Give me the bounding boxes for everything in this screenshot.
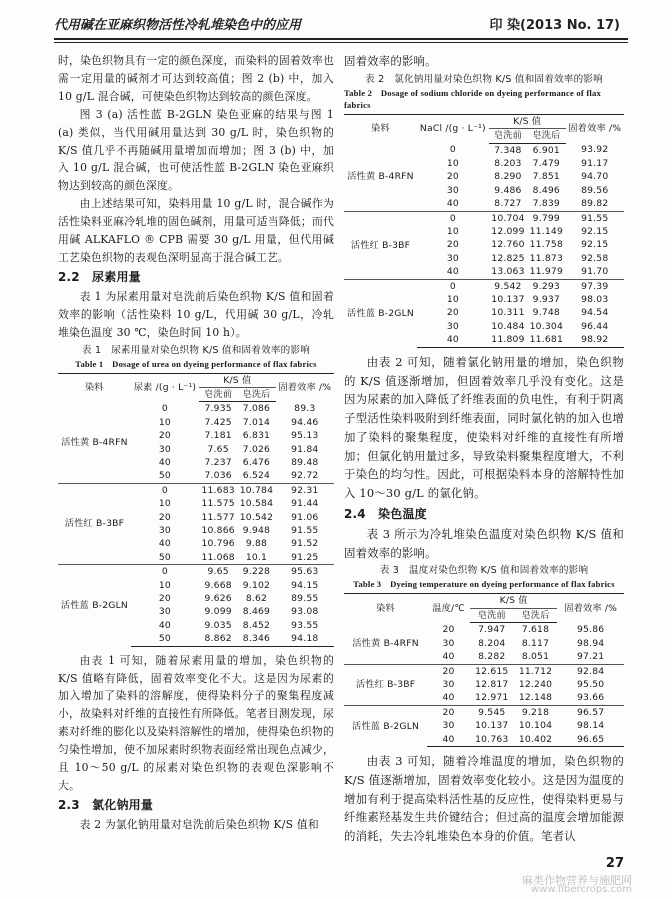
table-cell: 89.48 [291, 456, 319, 468]
col-header-ks: K/S 值 [199, 373, 276, 387]
table-cell: 94.54 [581, 307, 609, 319]
table-cell: 40 [446, 266, 459, 278]
col-header-after: 皂洗后 [514, 608, 558, 622]
dye-name-cell: 活性蓝 B-2GLN [58, 565, 131, 646]
dye-name-cell: 活性黄 B-4RFN [347, 171, 414, 183]
table-cell: 40 [427, 733, 470, 747]
table-row [344, 211, 624, 225]
table-cell: 94.18 [276, 632, 334, 646]
section-heading-2-3: 2.3 氯化钠用量 [58, 797, 154, 812]
table-cell: 9.035 [204, 619, 232, 631]
table-cell: 11.873 [529, 252, 563, 264]
table-cell: 94.70 [581, 171, 609, 183]
table-cell: 11.809 [489, 333, 527, 347]
table-cell: 12.615 [470, 664, 514, 678]
table-cell: 12.817 [475, 678, 509, 690]
paragraph: 由表 3 可知，随着冷堆温度的增加，染色织物的 K/S 值逐渐增加，固着效率变化较小。这是因为温度的增加有利于提高染料活性基的反应性，使得染料更易与纤维素羟基发生共价键结合；但过高的温度会增加能源的消耗，失去冷轧堆染色本身的价值。笔者认 [344, 753, 624, 844]
table-cell: 6.524 [242, 470, 271, 482]
table-cell: 7.026 [242, 443, 271, 455]
table-cell: 6.831 [242, 430, 271, 442]
table-cell: 7.086 [242, 403, 271, 415]
table-cell: 8.204 [478, 637, 506, 649]
table-cell: 8.282 [478, 651, 506, 663]
table-cell: 50 [158, 470, 171, 482]
table-cell: 7.947 [478, 624, 506, 636]
table-cell: 12.971 [475, 692, 509, 704]
table-cell: 0 [417, 211, 489, 225]
table-cell: 9.748 [532, 307, 560, 319]
table-cell: 98.94 [577, 637, 605, 649]
table-cell: 10 [158, 579, 171, 591]
table-cell: 11.149 [529, 226, 563, 238]
table-cell: 9.65 [199, 565, 237, 579]
table-row [58, 483, 334, 497]
running-header [0, 0, 672, 46]
table-cell: 10.137 [475, 720, 509, 732]
table-cell: 94.15 [291, 579, 319, 591]
table-cell: 10 [446, 226, 459, 238]
table-cell: 12.760 [491, 239, 525, 251]
table-cell: 40 [158, 619, 171, 631]
table-cell: 96.44 [581, 320, 609, 332]
table-cell: 8.051 [521, 651, 550, 663]
table-cell: 40 [442, 692, 455, 704]
table-cell: 92.31 [276, 483, 334, 497]
table-cell: 9.88 [245, 538, 268, 550]
table-cell: 10.402 [514, 733, 558, 747]
col-header-fix: 固着效率 /% [557, 594, 624, 623]
paragraph: 表 1 为尿素用量对皂洗前后染色织物 K/S 值和固着效率的影响（活性染料 10 g/L，代用碱 30 g/L，冷轧堆染色温度 30 ℃，染色时间 10 h）。 [58, 289, 334, 339]
header-rule [54, 38, 628, 40]
page-number: 27 [605, 856, 624, 871]
table-cell: 8.117 [521, 637, 550, 649]
table-cell: 30 [446, 184, 459, 196]
watermark-url: www.fibercrops.com [530, 884, 632, 895]
table-cell: 0 [161, 403, 168, 415]
table-cell: 91.55 [291, 524, 319, 536]
paragraph: 由表 2 可知，随着氯化钠用量的增加，染色织物的 K/S 值逐渐增加，但固着效率几乎没有变化。这是因为尿素的加入降低了纤维表面的负电性，有利于阴离子型活性染料吸附到纤维表面，同时氯化钠的加入也增加了染料的聚集程度，使染料对纤维的直接性有所增加；但氯化钠用量过多，导致染料聚集程度增大，不利于染色的均匀性。因此，可根据染料本身的溶解特性加入 10～30 g/L 的氯化钠。 [344, 354, 624, 501]
col-header-dye: 染料 [58, 373, 131, 402]
col-header-temp: 温度/℃ [427, 594, 470, 623]
table-cell: 93.66 [577, 692, 605, 704]
col-header-fix: 固着效率 /% [566, 114, 625, 143]
table-cell: 50 [131, 632, 199, 646]
table-cell: 9.937 [532, 294, 560, 306]
table-cell: 30 [442, 678, 455, 690]
table-cell: 91.84 [291, 443, 319, 455]
table-cell: 10 [446, 158, 459, 170]
table-cell: 20 [158, 593, 171, 604]
table-cell: 0 [417, 279, 489, 293]
paragraph: 时，染色织物具有一定的颜色深度，而染料的固着效率也需一定用量的碱剂才可达到较高值；图 2 (b) 中，加入 10 g/L 混合碱，可使染色织物达到较高的颜色深度。 [58, 54, 334, 103]
table-cell: 7.348 [494, 144, 522, 156]
table-cell: 9.293 [527, 279, 565, 293]
table-cell: 7.237 [204, 456, 232, 468]
table-cell: 20 [427, 664, 470, 678]
table-cell: 95.63 [276, 565, 334, 579]
table-row [344, 279, 624, 293]
table-cell: 93.92 [581, 144, 609, 156]
table-cell: 0 [131, 483, 199, 497]
table-cell: 20 [158, 430, 171, 442]
table-cell: 7.65 [207, 443, 229, 455]
running-title: 代用碱在亚麻织物活性冷轧堆染色中的应用 [54, 18, 302, 33]
table-row [344, 664, 624, 678]
table-cell: 91.25 [291, 551, 319, 563]
table-cell: 10.584 [239, 498, 274, 510]
col-header-dye: 染料 [344, 114, 417, 143]
table-cell: 8.346 [237, 632, 275, 646]
table-cell: 8.290 [494, 171, 522, 183]
table-cell: 8.62 [245, 593, 268, 604]
right-column [344, 52, 624, 846]
table-cell: 95.86 [577, 624, 605, 636]
table-cell: 95.13 [291, 430, 319, 442]
dye-name-cell: 活性红 B-3BF [58, 483, 131, 564]
table-3-caption-cn: 表 3 温度对染色织物 K/S 值和固着效率的影响 [379, 565, 589, 577]
dye-name-cell: 活性红 B-3BF [344, 664, 427, 705]
paragraph: 图 3 (a) 活性蓝 B-2GLN 染色亚麻的结果与图 1 (a) 类似，当代用碱用量达到 30 g/L 时，染色织物的 K/S 值几乎不再随碱用量增加而增加；图 3 (b) 中，加入 10 g/L 混合碱，也可使活性蓝 B-2GLN 染色亚麻织物达到较高的颜色深度。 [58, 107, 334, 193]
table-cell: 91.06 [291, 511, 319, 523]
table-2-caption-cn: 表 2 氯化钠用量对染色织物 K/S 值和固着效率的影响 [365, 73, 603, 85]
paragraph: 由表 1 可知，随着尿素用量的增加，染色织物的 K/S 值略有降低，固着效率变化不大。这是因为尿素的加入增加了染料的溶解度，使得染料分子的聚集程度减小，故染料对纤维的直接性有所降低。笔者目测发现，尿素对纤维的膨化以及染料溶解性的增加，使得染色织物的匀染性增加，使不加尿素时织物表面经常出现色点减少，且 10～50 g/L 的尿素对染色织物的表观色深影响不大。 [58, 653, 334, 792]
col-header-ks: K/S 值 [470, 594, 557, 608]
table-cell: 8.203 [494, 158, 522, 170]
table-cell: 7.036 [204, 470, 232, 482]
table-cell: 7.851 [532, 171, 560, 183]
table-cell: 9.099 [204, 606, 232, 618]
table-cell: 6.901 [532, 144, 560, 156]
table-cell: 98.03 [581, 294, 609, 306]
table-cell: 92.15 [581, 239, 609, 251]
dye-name-cell: 活性黄 B-4RFN [352, 637, 419, 649]
table-cell: 20 [158, 511, 171, 523]
col-header-urea: 尿素 /(g · L⁻¹) [131, 373, 199, 402]
table-cell: 10.484 [491, 320, 525, 332]
table-cell: 10.104 [518, 720, 553, 732]
table-cell: 20 [427, 705, 470, 719]
table-cell: 11.575 [201, 498, 235, 510]
table-1 [58, 373, 334, 647]
col-header-nacl: NaCl /(g · L⁻¹) [417, 114, 489, 143]
table-cell: 20 [446, 239, 459, 251]
table-cell: 40 [417, 333, 489, 347]
table-cell: 7.479 [532, 158, 560, 170]
paragraph: 表 3 所示为冷轧堆染色温度对染色织物 K/S 值和固着效率的影响。 [344, 526, 624, 560]
table-cell: 40 [442, 651, 455, 663]
table-cell: 11.979 [529, 266, 563, 278]
table-cell: 8.469 [242, 606, 271, 618]
table-cell: 11.683 [199, 483, 237, 497]
table-cell: 9.799 [527, 211, 565, 225]
table-cell: 40 [158, 456, 171, 468]
table-cell: 12.240 [518, 678, 553, 690]
table-cell: 91.17 [581, 158, 609, 170]
table-cell: 11.068 [201, 551, 235, 563]
table-cell: 8.452 [242, 619, 271, 631]
table-cell: 12.825 [491, 252, 525, 264]
table-cell: 30 [158, 524, 171, 536]
table-cell: 10.796 [201, 538, 235, 550]
section-heading-2-2: 2.2 尿素用量 [58, 269, 141, 284]
table-cell: 9.486 [494, 184, 522, 196]
col-header-before: 皂洗前 [489, 129, 527, 143]
table-cell: 9.626 [204, 593, 232, 604]
journal-issue: 印 染(2013 No. 17) [489, 18, 620, 33]
table-cell: 9.545 [470, 705, 514, 719]
col-header-fix: 固着效率 /% [276, 373, 334, 402]
table-cell: 7.839 [532, 198, 560, 210]
table-cell: 7.181 [204, 430, 232, 442]
paragraph: 固着效率的影响。 [344, 54, 437, 68]
table-cell: 89.55 [291, 593, 319, 604]
dye-name-cell: 活性蓝 B-2GLN [344, 279, 417, 347]
dye-name-cell: 活性黄 B-4RFN [61, 436, 128, 448]
table-3 [344, 593, 624, 746]
table-cell: 96.57 [557, 705, 624, 719]
table-cell: 91.70 [581, 266, 609, 278]
table-cell: 10.311 [491, 307, 525, 319]
col-header-ks: K/S 值 [489, 114, 566, 128]
table-cell: 96.65 [557, 733, 624, 747]
table-cell: 30 [446, 252, 459, 264]
table-cell: 89.3 [294, 403, 316, 415]
table-cell: 93.08 [291, 606, 319, 618]
table-cell: 10.704 [489, 211, 527, 225]
table-cell: 10.866 [201, 524, 235, 536]
table-2 [344, 114, 624, 348]
table-cell: 10.784 [237, 483, 275, 497]
table-cell: 10 [158, 498, 171, 510]
table-cell: 0 [131, 565, 199, 579]
table-cell: 11.758 [529, 239, 563, 251]
table-cell: 12.148 [518, 692, 553, 704]
table-cell: 9.668 [204, 579, 232, 591]
col-header-before: 皂洗前 [470, 608, 514, 622]
table-cell: 9.218 [514, 705, 558, 719]
table-cell: 30 [442, 720, 455, 732]
table-cell: 30 [442, 637, 455, 649]
table-cell: 7.425 [204, 416, 232, 428]
table-cell: 9.948 [242, 524, 271, 536]
table-cell: 10 [446, 294, 459, 306]
table-cell: 97.21 [577, 651, 605, 663]
table-cell: 10.542 [239, 511, 274, 523]
table-cell: 40 [158, 538, 171, 550]
col-header-after: 皂洗后 [237, 387, 275, 401]
table-cell: 8.862 [199, 632, 237, 646]
table-cell: 50 [158, 551, 171, 563]
table-cell: 10 [158, 416, 171, 428]
left-column [58, 52, 334, 834]
table-cell: 10.304 [529, 320, 563, 332]
table-cell: 7.935 [204, 403, 232, 415]
table-cell: 98.14 [577, 720, 605, 732]
table-cell: 8.496 [532, 184, 560, 196]
table-cell: 11.712 [514, 664, 558, 678]
table-row [58, 402, 334, 416]
table-2-caption-en: Table 2 Dosage of sodium chloride on dyeing performance of flax fabrics [344, 87, 601, 110]
table-cell: 92.72 [291, 470, 319, 482]
table-cell: 12.099 [491, 226, 525, 238]
table-cell: 91.44 [291, 498, 319, 510]
table-cell: 10.137 [491, 294, 525, 306]
table-cell: 92.84 [557, 664, 624, 678]
table-cell: 7.014 [242, 416, 271, 428]
table-cell: 89.56 [581, 184, 609, 196]
table-row [58, 565, 334, 579]
table-1-caption-cn: 表 1 尿素用量对染色织物 K/S 值和固着效率的影响 [81, 344, 311, 356]
table-cell: 0 [449, 144, 456, 156]
table-3-caption-en: Table 3 Dyeing temperature on dyeing performance of flax fabrics [353, 579, 615, 590]
table-cell: 9.228 [237, 565, 275, 579]
col-header-before: 皂洗前 [199, 387, 237, 401]
table-cell: 9.542 [489, 279, 527, 293]
table-cell: 91.55 [566, 211, 625, 225]
table-cell: 8.727 [494, 198, 522, 210]
table-cell: 10.763 [470, 733, 514, 747]
table-cell: 95.50 [577, 678, 605, 690]
paragraph: 表 2 为氯化钠用量对皂洗前后染色织物 K/S 值和 [79, 817, 319, 831]
watermark-text: 麻类作物营养与施肥网 [522, 874, 632, 887]
table-cell: 94.46 [291, 416, 319, 428]
col-header-dye: 染料 [344, 594, 427, 623]
table-cell: 92.58 [581, 252, 609, 264]
table-cell: 11.681 [527, 333, 565, 347]
table-row [344, 143, 624, 157]
table-cell: 11.577 [201, 511, 235, 523]
table-cell: 91.52 [291, 538, 319, 550]
dye-name-cell: 活性蓝 B-2GLN [344, 705, 427, 746]
table-cell: 92.15 [581, 226, 609, 238]
table-cell: 30 [446, 320, 459, 332]
table-cell: 10.1 [245, 551, 268, 563]
table-cell: 7.618 [521, 624, 550, 636]
col-header-after: 皂洗后 [527, 129, 565, 143]
table-cell: 40 [446, 198, 459, 210]
table-cell: 98.92 [566, 333, 625, 347]
table-cell: 13.063 [491, 266, 525, 278]
table-cell: 30 [158, 443, 171, 455]
header-rule-thin [54, 42, 628, 43]
table-cell: 89.82 [581, 198, 609, 210]
table-row [344, 623, 624, 637]
table-cell: 97.39 [566, 279, 625, 293]
dye-name-cell: 活性红 B-3BF [344, 211, 417, 279]
paragraph: 由上述结果可知，染料用量 10 g/L 时，混合碱作为活性染料亚麻冷轧堆的固色碱剂，用量可适当降低；而代用碱 ALKAFLO ® CPB 需要 30 g/L 用量，但代用碱工艺染色织物的表观色深明显高于混合碱工艺。 [58, 197, 334, 264]
table-cell: 6.476 [242, 456, 271, 468]
table-cell: 9.102 [242, 579, 271, 591]
table-row [344, 705, 624, 719]
table-1-caption-en: Table 1 Dosage of urea on dyeing performance of flax fabrics [75, 358, 317, 369]
table-cell: 93.55 [291, 619, 319, 631]
table-cell: 30 [158, 606, 171, 618]
section-heading-2-4: 2.4 染色温度 [344, 507, 427, 522]
table-cell: 20 [442, 624, 455, 636]
table-cell: 20 [446, 307, 459, 319]
table-cell: 20 [446, 171, 459, 183]
